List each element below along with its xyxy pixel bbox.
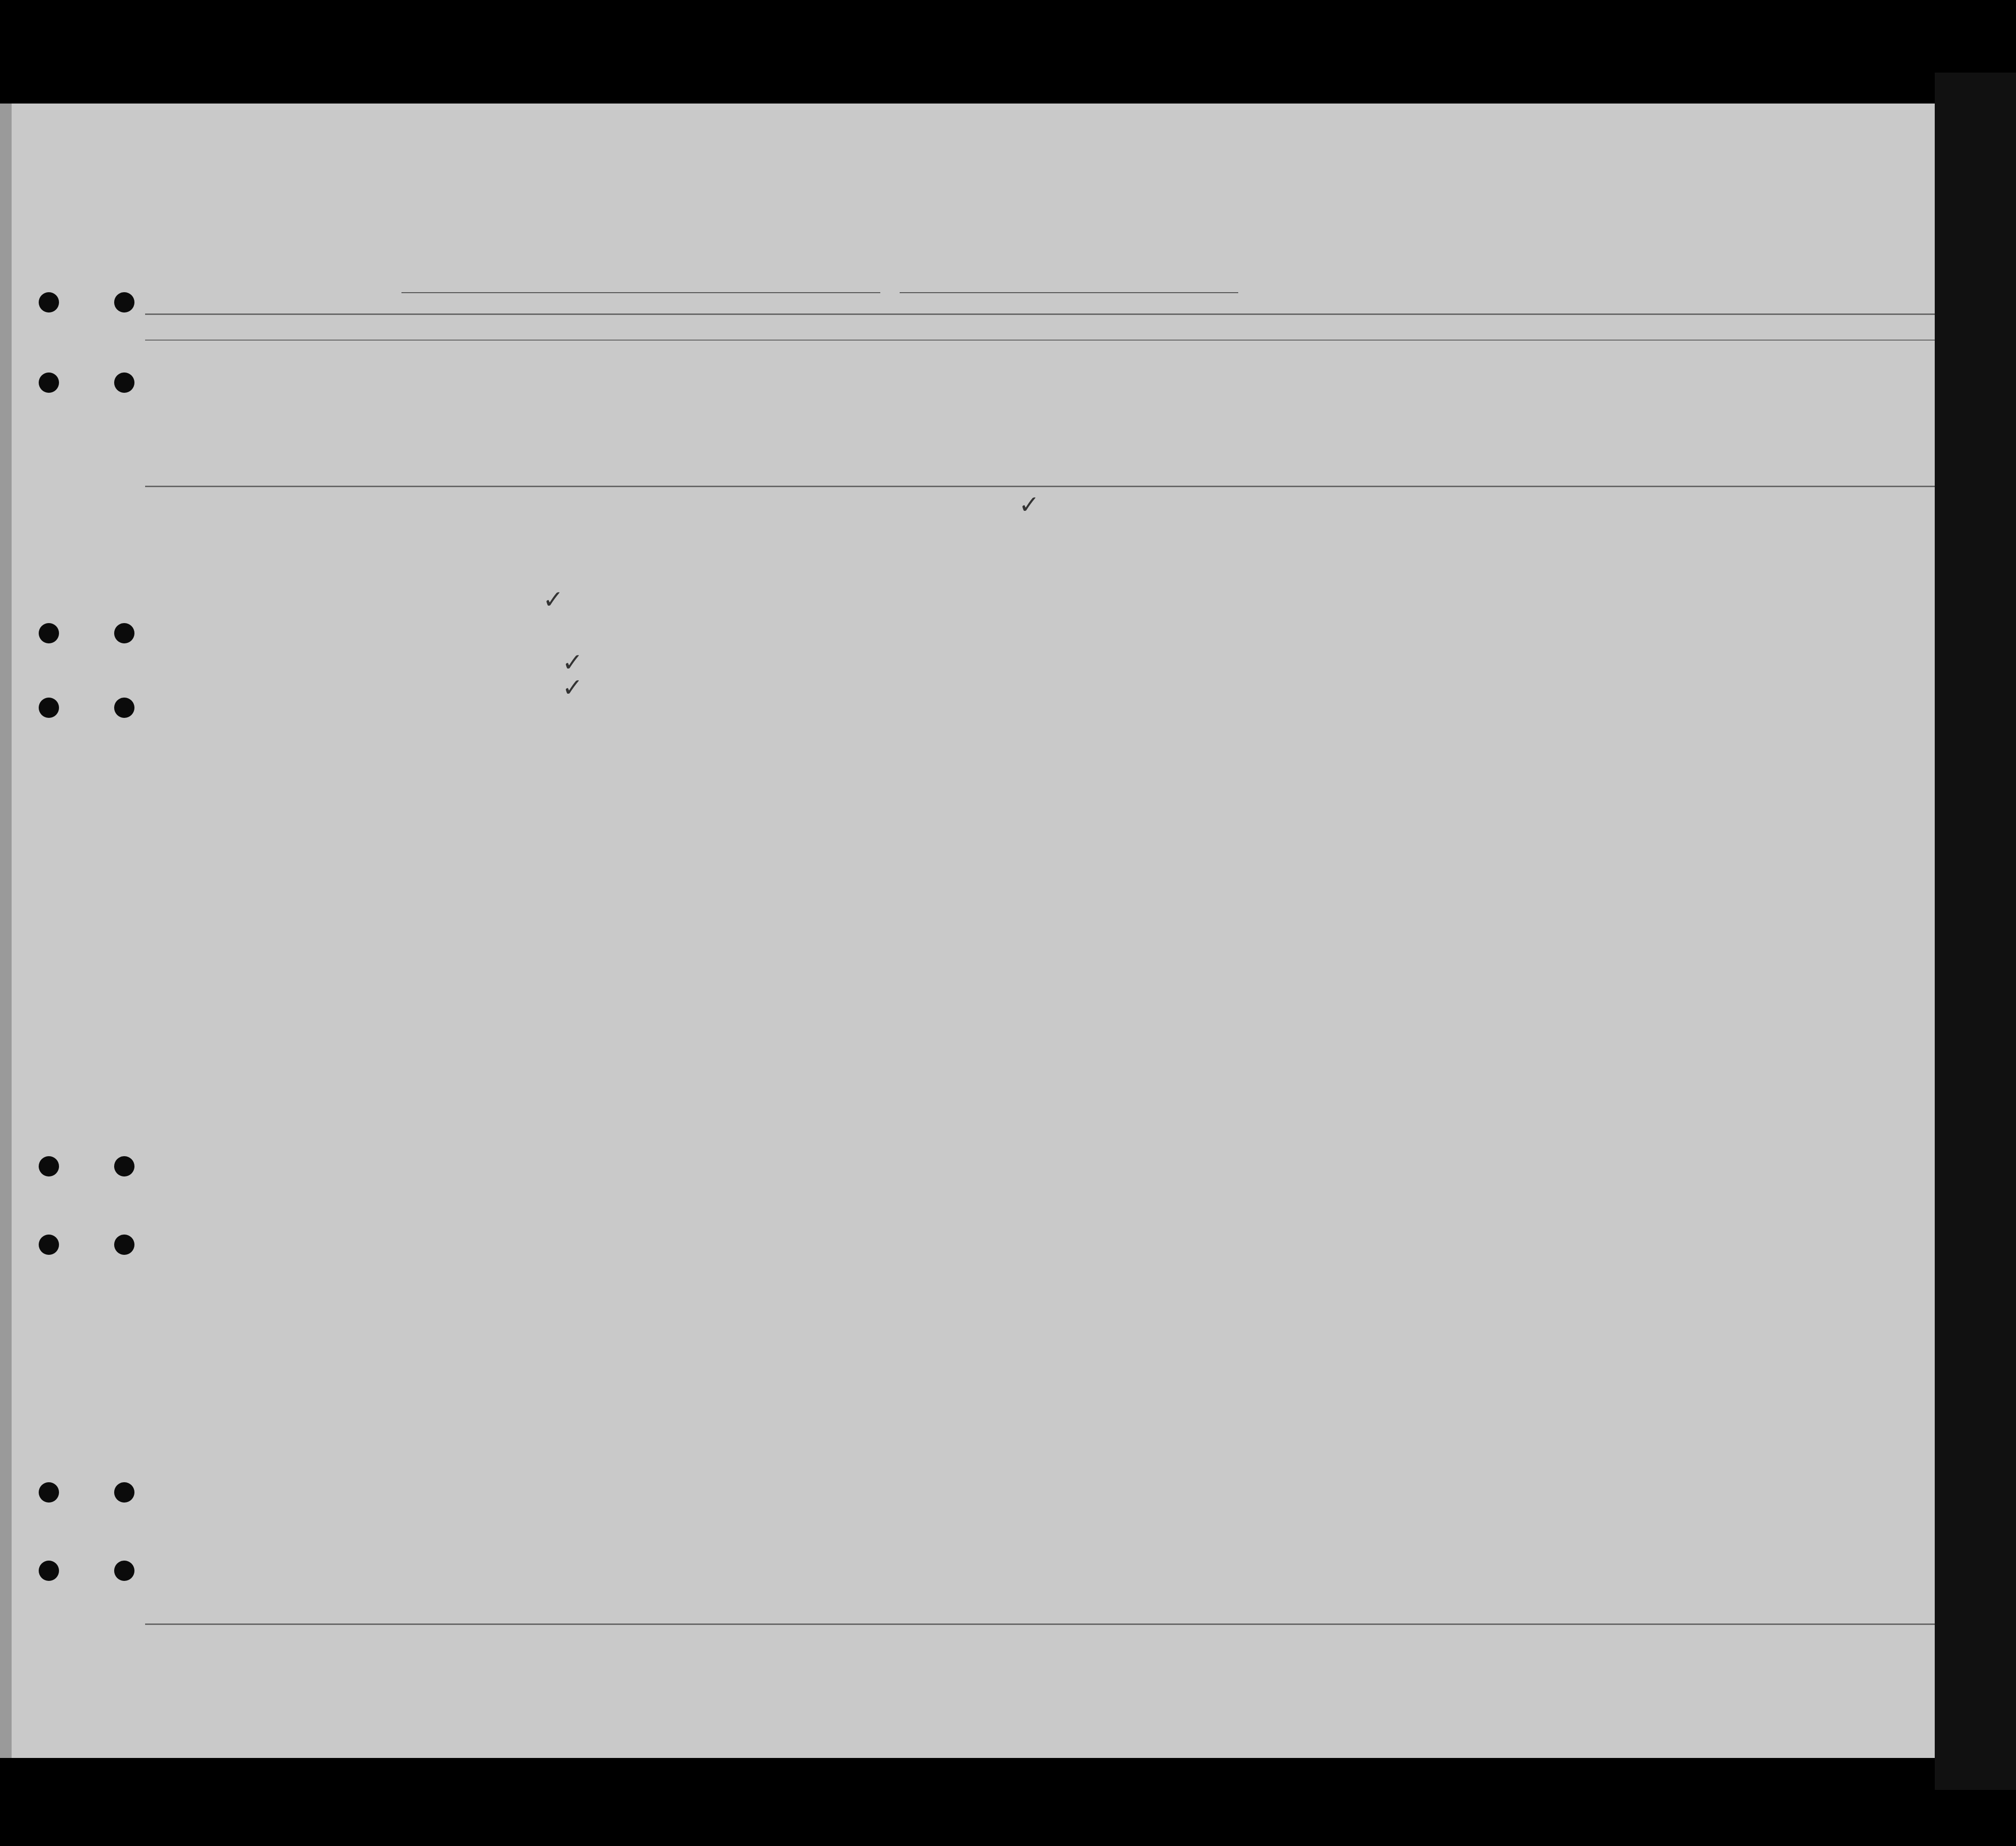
header-deported (1466, 344, 1505, 484)
manifest-sheet (0, 104, 1963, 1758)
header-overthrow (1377, 344, 1423, 484)
check-mark: ✓ (543, 585, 564, 614)
arrival-underline (900, 292, 1238, 293)
binder-hole (114, 372, 134, 393)
binder-hole (39, 1561, 59, 1581)
header-inches (1650, 426, 1665, 479)
header-purpose-return (1151, 356, 1197, 484)
header-contract (1427, 344, 1462, 484)
binder-hole (39, 372, 59, 393)
check-mark: ✓ (562, 648, 583, 677)
binder-hole (39, 292, 59, 313)
binder-hole (114, 1482, 134, 1503)
header-ticket (620, 348, 644, 484)
header-prison (1294, 344, 1320, 484)
header-polygamist (1325, 344, 1347, 484)
binder-hole (114, 292, 134, 313)
binder-hole (39, 1482, 59, 1503)
binder-hole (114, 1561, 134, 1581)
header-purpose-citizen (1248, 356, 1290, 484)
binding-strip (0, 104, 12, 1758)
binder-hole (39, 1235, 59, 1255)
check-mark: ✓ (1019, 491, 1040, 520)
header-bottom-border (145, 486, 1935, 487)
arrival-underline (401, 292, 880, 293)
header-divider (145, 340, 1935, 341)
page-edge (1935, 73, 2016, 1790)
header-possession (739, 348, 763, 484)
binder-hole (39, 623, 59, 643)
binder-hole (39, 1156, 59, 1176)
binder-hole (114, 1235, 134, 1255)
header-feet (1630, 433, 1645, 477)
binder-hole (114, 698, 134, 718)
check-mark: ✓ (562, 673, 583, 702)
table-bottom-border (145, 1623, 1935, 1625)
header-purpose-length (1200, 356, 1245, 484)
header-anarchist (1350, 344, 1372, 484)
binder-hole (39, 698, 59, 718)
binder-hole (114, 1156, 134, 1176)
binder-hole (114, 623, 134, 643)
table-top-border (145, 313, 1935, 315)
